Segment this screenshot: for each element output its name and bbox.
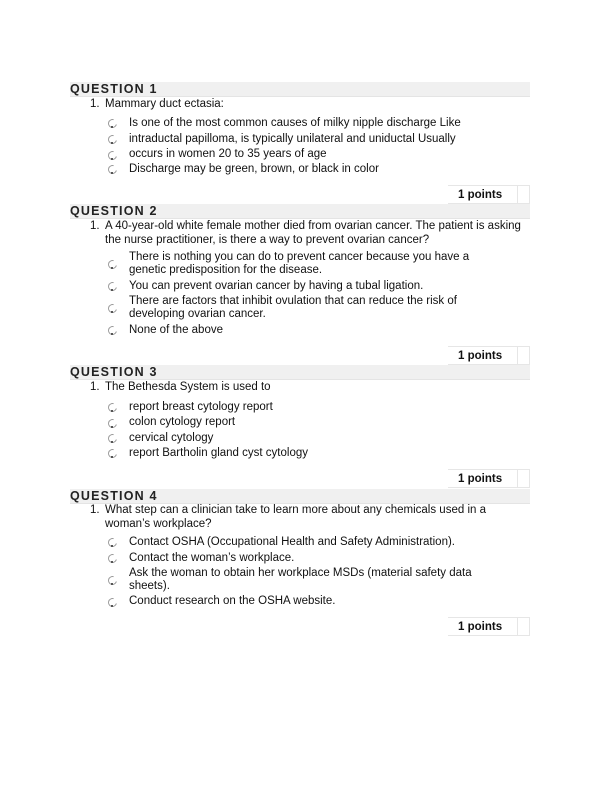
question-1-option-4-label: Discharge may be green, brown, or black in color	[129, 163, 379, 175]
question-2-points-label: 1 points	[458, 350, 503, 362]
question-1-option-1-radio[interactable]	[108, 119, 117, 128]
question-4-header	[70, 489, 530, 504]
question-3-points-label: 1 points	[458, 473, 503, 485]
question-1-points	[448, 185, 530, 204]
question-1-prompt-number: 1.	[90, 98, 100, 110]
question-4-option-3-radio[interactable]	[108, 576, 117, 585]
question-1-prompt-text: Mammary duct ectasia:	[105, 98, 224, 110]
radio-dot-icon	[111, 561, 113, 563]
question-2-points	[448, 346, 530, 365]
question-3-points	[448, 469, 530, 488]
question-2-option-1-radio[interactable]	[108, 260, 117, 269]
question-3-option-2-label: colon cytology report	[129, 416, 236, 428]
question-4-prompt	[90, 503, 500, 531]
radio-dot-icon	[111, 267, 113, 269]
question-2-option-3-label: There are factors that inhibit ovulation that can reduce the risk of developing ovarian cancer.	[129, 295, 457, 320]
question-1-option-3-radio[interactable]	[108, 151, 117, 160]
question-1-option-2-radio[interactable]	[108, 135, 117, 144]
question-2-option-4-radio[interactable]	[108, 326, 117, 335]
question-3-header	[70, 365, 530, 380]
question-4-title: QUESTION 4	[70, 489, 158, 503]
radio-dot-icon	[111, 289, 113, 291]
radio-dot-icon	[111, 426, 113, 428]
question-4-option-2-label: Contact the woman’s workplace.	[129, 552, 295, 564]
radio-dot-icon	[111, 441, 113, 443]
radio-dot-icon	[111, 583, 113, 585]
question-4-option-4-radio[interactable]	[108, 598, 117, 607]
question-1-title: QUESTION 1	[70, 82, 158, 96]
question-4-option-4-label: Conduct research on the OSHA website.	[129, 595, 336, 607]
radio-dot-icon	[111, 126, 113, 128]
question-2-option-2-radio[interactable]	[108, 282, 117, 291]
question-3-points-box	[517, 469, 529, 488]
question-4-points-label: 1 points	[458, 621, 503, 633]
question-1-option-3-label: occurs in women 20 to 35 years of age	[129, 148, 327, 160]
question-4-points-box	[517, 617, 529, 636]
question-3-prompt-number: 1.	[90, 381, 100, 393]
question-3-option-4-radio[interactable]	[108, 449, 117, 458]
radio-dot-icon	[111, 158, 113, 160]
question-3-option-3-label: cervical cytology	[129, 432, 214, 444]
question-2-prompt-number: 1.	[90, 220, 100, 232]
radio-dot-icon	[111, 410, 113, 412]
question-4-option-1-label: Contact OSHA (Occupational Health and Safety Administration).	[129, 536, 455, 548]
question-4-prompt-number: 1.	[90, 504, 100, 516]
question-4-option-3-label: Ask the woman to obtain her workplace MSDs (material safety data sheets).	[129, 567, 472, 592]
question-1-points-label: 1 points	[458, 189, 503, 201]
question-3-title: QUESTION 3	[70, 365, 158, 379]
question-2-option-1-label: There is nothing you can do to prevent cancer because you have a genetic predisposition for the disease.	[129, 251, 470, 276]
question-3-prompt-text: The Bethesda System is used to	[105, 381, 271, 393]
radio-dot-icon	[111, 605, 113, 607]
radio-dot-icon	[111, 456, 113, 458]
question-2-option-4-label: None of the above	[129, 324, 223, 336]
question-2-prompt	[90, 219, 535, 247]
question-2-header	[70, 204, 530, 219]
question-3-option-3-radio[interactable]	[108, 434, 117, 443]
question-1-header	[70, 82, 530, 97]
radio-dot-icon	[111, 545, 113, 547]
question-2-points-box	[517, 346, 529, 365]
question-2-title: QUESTION 2	[70, 204, 158, 218]
question-3-option-1-label: report breast cytology report	[129, 401, 273, 413]
question-1-points-box	[517, 185, 529, 204]
question-2-option-2-label: You can prevent ovarian cancer by having a tubal ligation.	[129, 280, 424, 292]
question-1-option-4-radio[interactable]	[108, 165, 117, 174]
question-3-option-2-radio[interactable]	[108, 419, 117, 428]
question-1-option-2-label: intraductal papilloma, is typically unilateral and uniductal Usually	[129, 133, 456, 145]
question-3-prompt	[90, 380, 535, 394]
question-1-prompt	[90, 97, 535, 111]
question-2-prompt-text: A 40-year-old white female mother died from ovarian cancer. The patient is asking the nurse practitioner, is there a way to prevent ovarian cancer?	[105, 220, 521, 246]
question-1-option-1-label: Is one of the most common causes of milky nipple discharge Like	[129, 117, 461, 129]
question-4-option-2-radio[interactable]	[108, 554, 117, 563]
question-3-option-4-label: report Bartholin gland cyst cytology	[129, 447, 308, 459]
radio-dot-icon	[111, 172, 113, 174]
question-4-option-1-radio[interactable]	[108, 538, 117, 547]
question-4-prompt-text: What step can a clinician take to learn more about any chemicals used in a woman’s workplace?	[105, 504, 486, 530]
radio-dot-icon	[111, 142, 113, 144]
question-3-option-1-radio[interactable]	[108, 403, 117, 412]
question-4-points	[448, 617, 530, 636]
radio-dot-icon	[111, 333, 113, 335]
question-2-option-3-radio[interactable]	[108, 304, 117, 313]
radio-dot-icon	[111, 311, 113, 313]
